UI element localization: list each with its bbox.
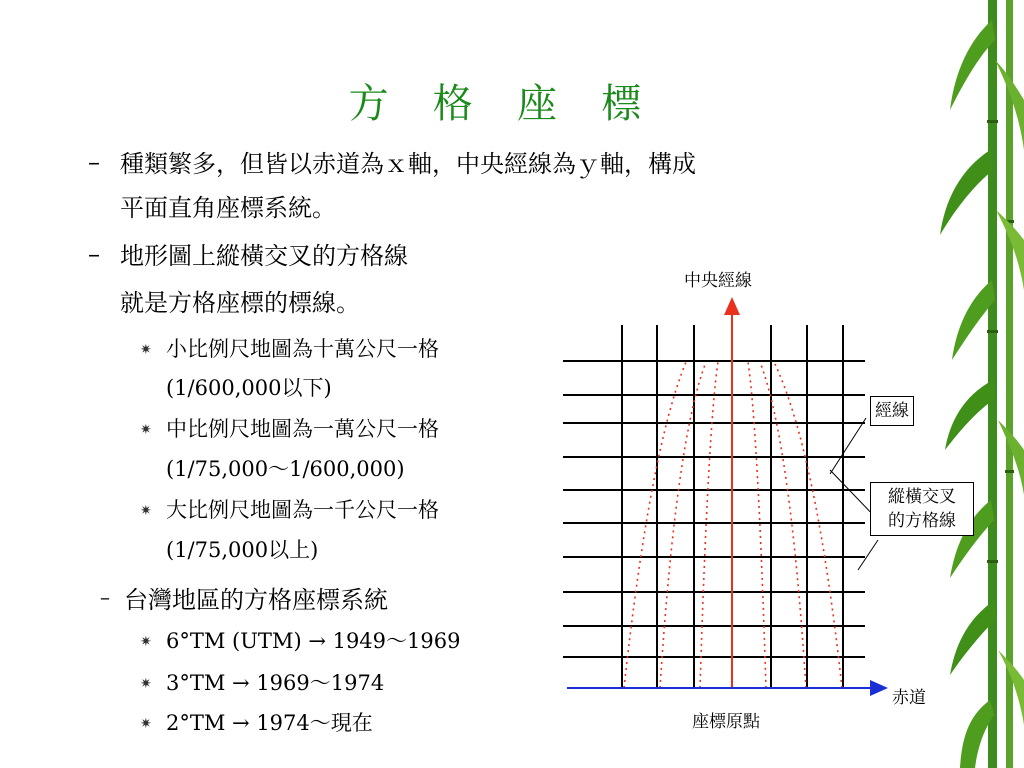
bullet-2-line-1: 地形圖上縱橫交叉的方格線: [120, 242, 408, 270]
title-char: 方: [348, 81, 389, 127]
sub-bullet-star-icon: ✷: [140, 676, 152, 692]
bullet-1-line-1: 種類繁多，但皆以赤道為ｘ軸，中央經線為ｙ軸，構成: [120, 150, 696, 178]
meridian-callout: 經線: [870, 396, 914, 426]
sub-bullet-star-icon: ✷: [140, 716, 152, 732]
meridian-callout-pointer: [830, 418, 866, 474]
bullet-dash: –: [100, 585, 110, 609]
grid-callout-pointer: [858, 540, 878, 570]
sub-bullet-line: 3°TM → 1969～1974: [166, 671, 385, 695]
bullet-3-line-1: 台灣地區的方格座標系統: [124, 586, 388, 614]
sub-bullet-line: 小比例尺地圖為十萬公尺一格: [166, 337, 439, 361]
central-meridian-label: 中央經線: [684, 271, 752, 291]
origin-label: 座標原點: [692, 712, 760, 732]
sub-bullet-line: 6°TM (UTM) → 1949～1969: [166, 629, 461, 653]
sub-bullet-star-icon: ✷: [140, 503, 152, 519]
sub-bullet-star-icon: ✷: [140, 342, 152, 358]
title-char: 座: [517, 81, 558, 127]
bamboo-decoration-icon: [940, 0, 1024, 768]
grid-line-callout: [870, 482, 974, 536]
grid-callout-line-1: 縱橫交叉: [888, 487, 956, 507]
sub-bullet-star-icon: ✷: [140, 422, 152, 438]
grid-callout-line-2: 的方格線: [888, 511, 956, 531]
sub-bullet-star-icon: ✷: [140, 634, 152, 650]
equator-label: 赤道: [892, 688, 926, 708]
sub-bullet-line: 大比例尺地圖為一千公尺一格: [166, 498, 439, 522]
sub-bullet-line: (1/600,000以下): [166, 376, 332, 400]
bullet-2-line-2: 就是方格座標的標線。: [120, 289, 360, 317]
grid-diagram: [563, 305, 880, 688]
title-char: 格: [432, 81, 473, 127]
bullet-dash: –: [88, 240, 100, 268]
sub-bullet-line: 中比例尺地圖為一萬公尺一格: [166, 417, 439, 441]
bullet-dash: –: [88, 148, 100, 176]
bullet-1-line-2: 平面直角座標系統。: [120, 194, 336, 222]
sub-bullet-line: (1/75,000～1/600,000): [166, 457, 405, 481]
sub-bullet-line: 2°TM → 1974～現在: [166, 711, 373, 735]
sub-bullet-line: (1/75,000以上): [166, 538, 319, 562]
title-char: 標: [601, 81, 642, 127]
